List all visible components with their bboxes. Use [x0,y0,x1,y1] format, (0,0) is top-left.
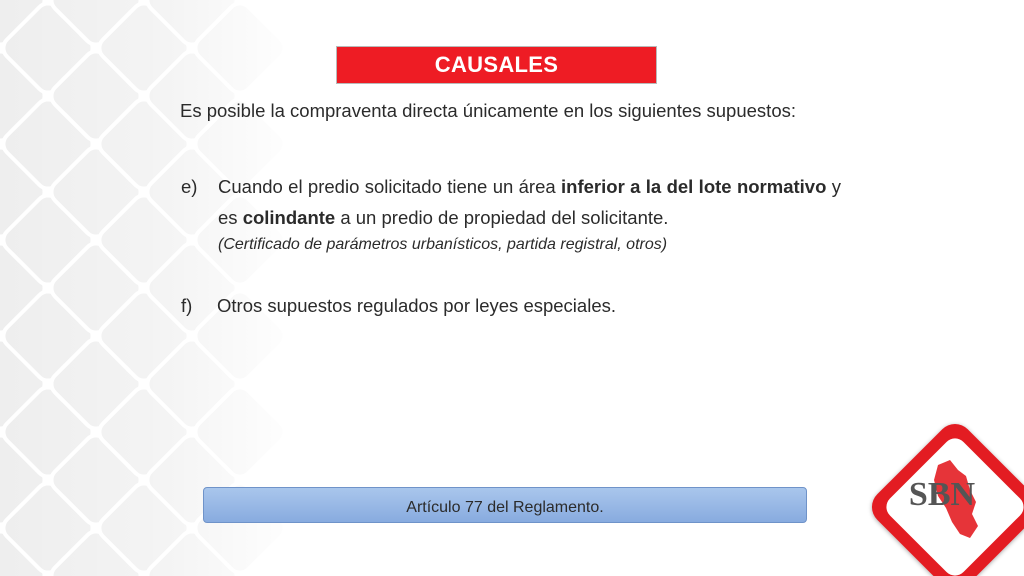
item-e-text-1: Cuando el predio solicitado tiene un área [218,176,562,197]
slide-title: CAUSALES [336,46,657,84]
item-e-text-2: y es [218,176,841,228]
item-e-bold-1: inferior a la del lote normativo [561,176,827,197]
list-marker-f: f) [181,295,193,316]
list-item-f-body: Otros supuestos regulados por leyes especiales. [217,295,616,316]
intro-text: Es posible la compraventa directa únicamente en los siguientes supuestos: [180,100,796,121]
list-item-e [181,171,841,233]
list-marker-e: e) [181,176,198,197]
list-item-e-body [218,171,841,233]
item-e-note: (Certificado de parámetros urbanísticos, partida registral, otros) [218,236,668,253]
list-item-f [181,295,841,317]
item-e-bold-2: colindante [242,207,336,228]
logo-text: SBN [908,476,976,513]
sbn-logo [858,410,1024,576]
item-e-text-3: a un predio de propiedad del solicitante. [335,207,669,228]
reference-box: Artículo 77 del Reglamento. [203,487,807,523]
